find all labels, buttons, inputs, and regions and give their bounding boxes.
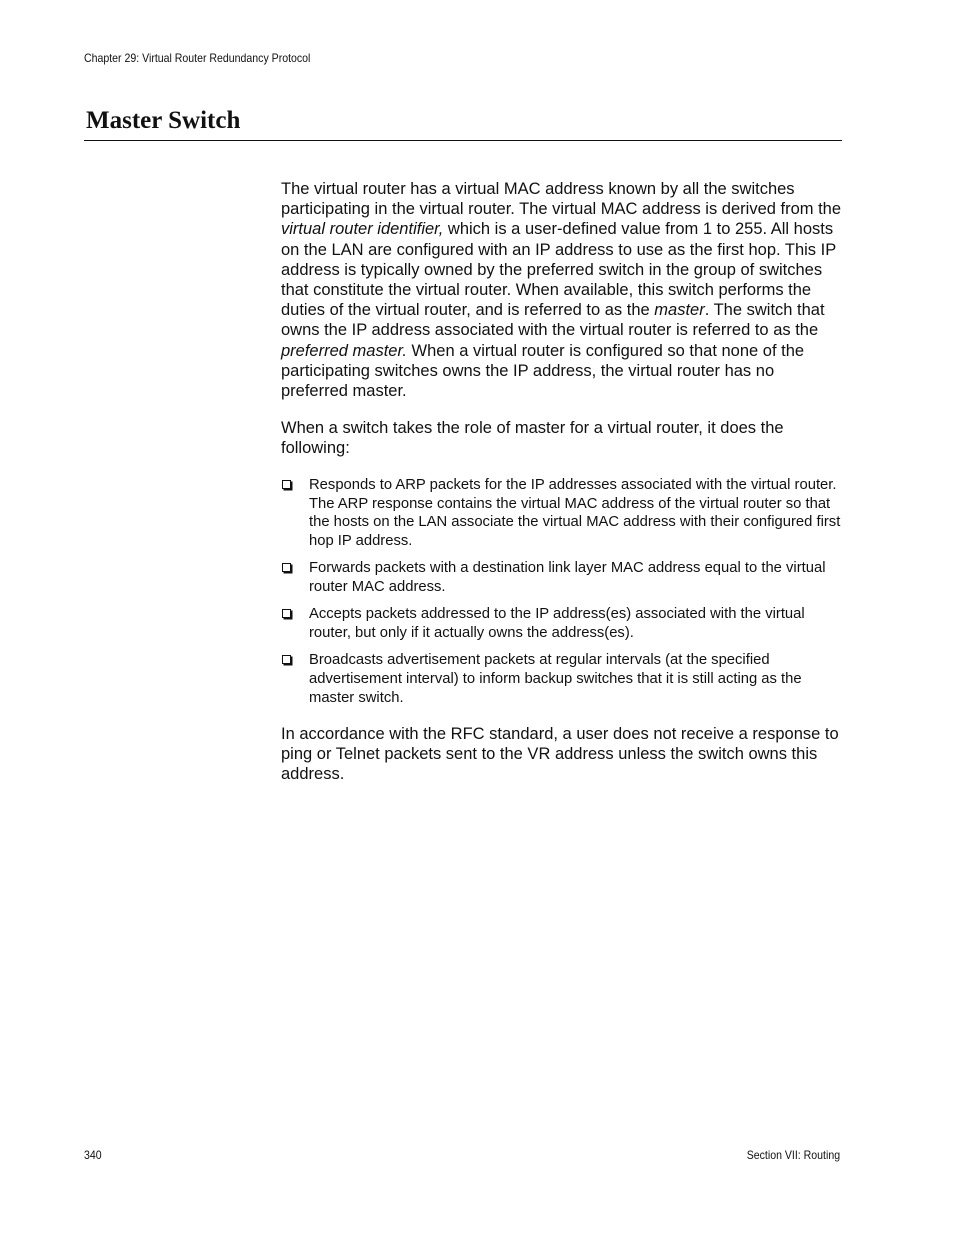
bullet-text: Accepts packets addressed to the IP address(es) associated with the virtual router, but only if it actually owns the address(es).: [309, 606, 805, 641]
bullet-item-accepts: [281, 605, 843, 643]
running-header: Chapter 29: Virtual Router Redundancy Protocol: [84, 51, 311, 65]
paragraph-text: The virtual router has a virtual MAC address known by all the switches participating in the virtual router. The virtual MAC address is derived from the: [281, 180, 842, 219]
section-title: Master Switch: [86, 107, 241, 134]
paragraph-text: When a virtual router is configured so that none of the participating switches owns the IP address, the virtual router has no preferred master.: [281, 341, 805, 401]
checkbox-bullet-icon: [282, 563, 291, 572]
checkbox-bullet-icon: [282, 655, 291, 664]
bullet-text: Forwards packets with a destination link layer MAC address equal to the virtual router MAC address.: [309, 560, 826, 596]
paragraph-text: which is a user-defined value from 1 to 255. All hosts on the LAN are configured with an IP address to use as the first hop. This IP address is typically owned by the preferred switch in the group of switches that constitute the virtual router. When available, this switch performs the duties of the virtual router, and is referred to as the: [281, 220, 836, 320]
checkbox-bullet-icon: [282, 480, 291, 489]
body-text: [281, 179, 843, 801]
paragraph-rfc: In accordance with the RFC standard, a user does not receive a response to ping or Telnet packets sent to the VR address unless the switch owns this address.: [281, 724, 839, 784]
bullet-list: [281, 476, 843, 708]
term-master: master: [654, 301, 705, 320]
bullet-item-arp: [281, 476, 843, 552]
term-preferred-master: preferred master.: [281, 341, 407, 360]
paragraph-master-role: When a switch takes the role of master for a virtual router, it does the following:: [281, 419, 784, 458]
title-rule: [84, 140, 842, 141]
page-number: 340: [84, 1148, 102, 1162]
bullet-item-broadcasts: [281, 651, 843, 708]
bullet-item-forwards: [281, 559, 843, 597]
paragraph-intro: [281, 179, 843, 401]
footer-section-label: Section VII: Routing: [746, 1148, 840, 1162]
term-virtual-router-identifier: virtual router identifier,: [281, 220, 444, 239]
bullet-text: Broadcasts advertisement packets at regular intervals (at the specified advertisement interval) to inform backup switches that it is still acting as the master switch.: [309, 651, 802, 706]
checkbox-bullet-icon: [282, 609, 291, 618]
paragraph-text: . The switch that owns the IP address associated with the virtual router is referred to as the: [281, 301, 825, 340]
bullet-text: Responds to ARP packets for the IP addresses associated with the virtual router. The ARP response contains the virtual MAC address of the virtual router so that the hosts on the LAN associate the virtual MAC address with their configured first hop IP address.: [309, 476, 841, 550]
